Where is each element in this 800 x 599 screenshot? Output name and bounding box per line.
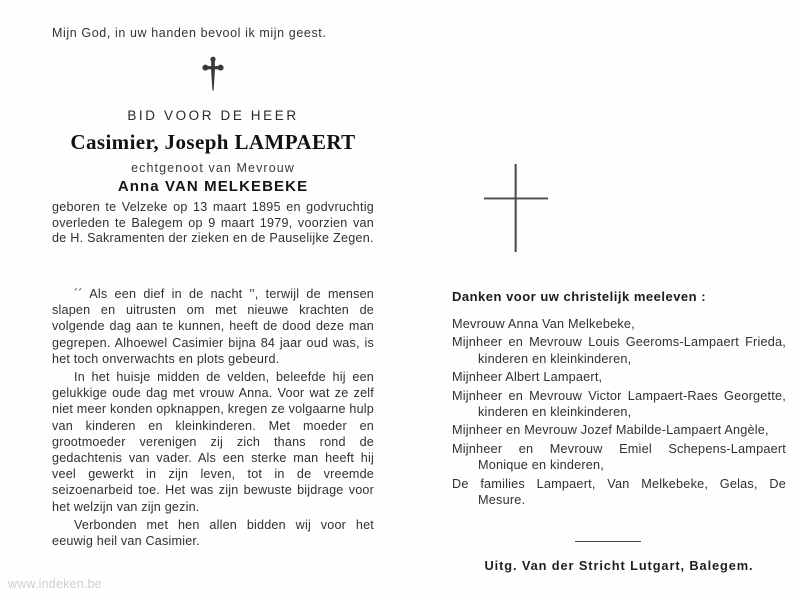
left-panel: [52, 26, 374, 247]
list-item: Mevrouw Anna Van Melkebeke,: [452, 317, 635, 331]
line-cross-icon: [466, 160, 576, 255]
eulogy-paragraph: Verbonden met hen allen bidden wij voor het eeuwig heil van Casimier.: [52, 517, 374, 549]
opening-prayer: Mijn God, in uw handen bevool ik mijn geest.: [52, 26, 327, 40]
publisher-imprint: Uitg. Van der Stricht Lutgart, Balegem.: [484, 558, 754, 573]
list-item: De families Lampaert, Van Melkebeke, Gelas, De Mesure.: [452, 476, 786, 508]
list-item: Mijnheer en Mevrouw Louis Geeroms-Lampaert Frieda, kinderen en kleinkinderen,: [452, 335, 786, 366]
thanks-title: Danken voor uw christelijk meeleven :: [452, 289, 707, 304]
eulogy-block: [52, 286, 374, 549]
invocation-heading: BID VOOR DE HEER: [127, 108, 299, 123]
biography-text: geboren te Velzeke op 13 maart 1895 en godvruchtig overleden te Balegem op 9 maart 1979, voorzien van de H. Sakramenten der zieken en de Pauselijke Zegen.: [52, 200, 374, 246]
list-item: Mijnheer en Mevrouw Victor Lampaert-Raes Georgette, kinderen en kleinkinderen,: [452, 388, 786, 420]
eulogy-paragraph: In het huisje midden de velden, beleefde hij een gelukkige oude dag met vrouw Anna. Voor wat ze zelf niet meer konden opknappen, kregen ze volgaarne hulp van kinderen en kleinkinderen. Met moeder en grootmoeder verenigen zij zich thans rond de gedachtenis van vader. Als een sterke man heeft hij veel gewerkt in zijn leven, tot in de vreemde seizoenarbeid toe. Het was zijn bewuste bijdrage voor het welzijn van zijn gezin.: [52, 370, 374, 514]
thanks-block: [452, 289, 786, 510]
ornate-cross-icon: [52, 56, 374, 98]
spouse-prefix-label: echtgenoot van Mevrouw: [131, 161, 295, 175]
mourner-list: [452, 316, 786, 508]
divider-rule: [575, 541, 641, 542]
deceased-name: Casimier, Joseph LAMPAERT: [70, 130, 356, 154]
list-item: Mijnheer en Mevrouw Emiel Schepens-Lampaert Monique en kinderen,: [452, 441, 786, 473]
list-item: Mijnheer en Mevrouw Jozef Mabilde-Lampaert Angèle,: [452, 423, 769, 438]
spouse-name: Anna VAN MELKEBEKE: [117, 178, 309, 195]
site-watermark: www.indeken.be: [8, 577, 102, 591]
list-item: Mijnheer Albert Lampaert,: [452, 370, 603, 385]
eulogy-paragraph: ´´ Als een dief in de nacht '', terwijl de mensen slapen en uitrusten om met nieuwe krachten de volgende dag aan te kunnen, heeft de dood deze man gegrepen. Alhoewel Casimier bijna 84 jaar oud was, is het toch onverwachts en plots gebeurd.: [52, 287, 374, 366]
